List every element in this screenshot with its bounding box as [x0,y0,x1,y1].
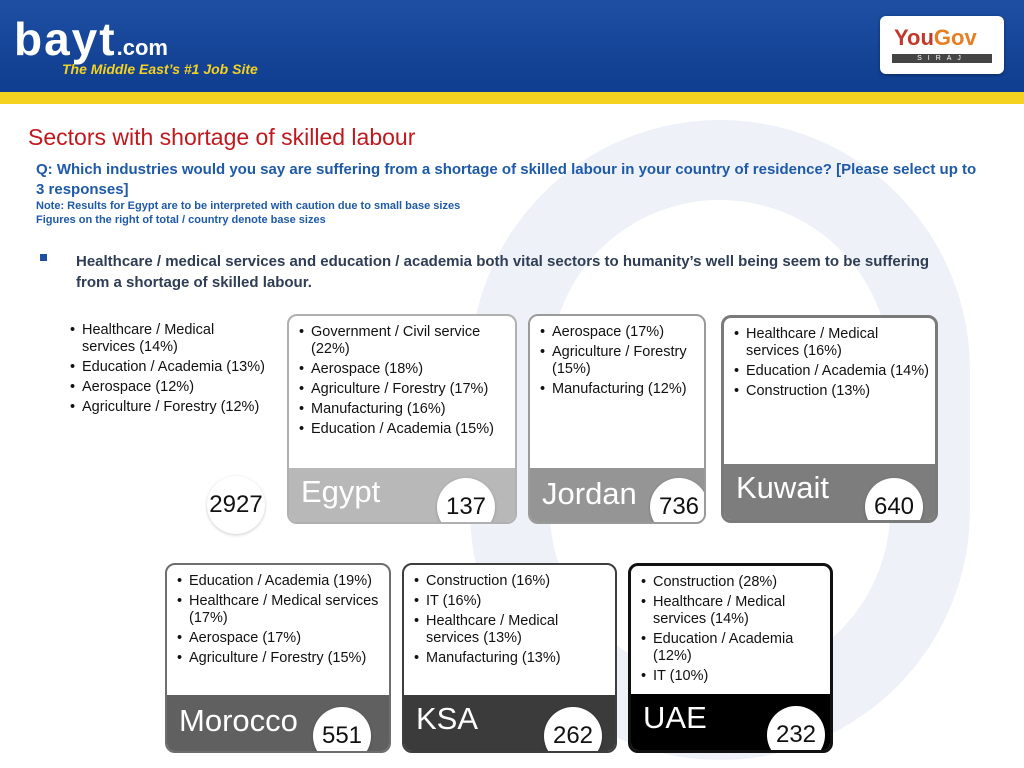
region-label: KSA [416,701,479,736]
list-item: • Construction (16%) [412,573,609,590]
list-item: • Healthcare / Medical services (13%) [412,613,609,647]
base-size-badge: 262 [544,707,602,753]
header-stripe [0,92,1024,104]
slide-title: Sectors with shortage of skilled labour [28,124,416,150]
base-size-badge: 2927 [207,476,265,534]
sector-list [639,574,824,688]
list-item: • Agriculture / Forestry (15%) [538,344,698,378]
list-item: • Manufacturing (13%) [412,650,609,667]
base-size-badge: 137 [437,478,495,524]
list-item: • Aerospace (12%) [68,379,270,396]
list-item: • Aerospace (17%) [538,324,698,341]
survey-question: Q: Which industries would you say are suffering from a shortage of skilled labour in your country of residence? [Please select up to 3 responses] [36,161,977,198]
note-caution: Note: Results for Egypt are to be interpreted with caution due to small base sizes [36,200,461,212]
list-item: • Manufacturing (16%) [297,401,509,418]
sector-list [175,573,383,670]
list-item: • Aerospace (18%) [297,361,509,378]
list-item: • Education / Academia (14%) [732,363,929,380]
header-bar [0,0,1024,92]
sector-list [538,324,698,401]
list-item: • Education / Academia (13%) [68,359,270,376]
list-item: • Agriculture / Forestry (15%) [175,650,383,667]
card-ksa [402,563,617,753]
bullet-square-icon [40,254,47,261]
card-total [60,314,276,524]
list-item: • Government / Civil service (22%) [297,324,509,358]
base-size-badge: 551 [313,707,371,753]
logo-text: bayt [14,13,117,65]
yougov-gov: Gov [933,25,977,50]
region-label: Jordan [542,476,637,511]
tagline: The Middle East’s #1 Job Site [62,61,258,77]
list-item: • Agriculture / Forestry (12%) [68,399,270,416]
note-base-sizes: Figures on the right of total / country denote base sizes [36,214,326,226]
key-insight: Healthcare / medical services and education / academia both vital sectors to humanity’s well being seem to be suffering from a shortage of skilled labour. [76,253,930,291]
list-item: • Healthcare / Medical services (16%) [732,326,929,360]
yougov-you: You [894,25,934,50]
sector-list [297,324,509,441]
base-size-badge: 640 [865,478,923,523]
region-label: Egypt [301,474,381,509]
sector-list [732,326,929,403]
region-label: UAE [643,700,707,735]
card-morocco [165,563,391,753]
list-item: • Education / Academia (19%) [175,573,383,590]
card-kuwait [721,315,938,523]
bayt-logo [14,12,168,66]
list-item: • Education / Academia (12%) [639,631,824,665]
base-size-badge: 232 [767,706,825,753]
sector-list [412,573,609,670]
list-item: • IT (10%) [639,668,824,685]
list-item: • Healthcare / Medical services (17%) [175,593,383,627]
base-size-badge: 736 [650,478,706,524]
list-item: • Agriculture / Forestry (17%) [297,381,509,398]
list-item: • Healthcare / Medical services (14%) [68,322,270,356]
list-item: • IT (16%) [412,593,609,610]
sector-list [68,322,270,419]
siraj-label: SIRAJ [892,54,992,63]
region-label: Morocco [179,703,298,738]
list-item: • Aerospace (17%) [175,630,383,647]
list-item: • Manufacturing (12%) [538,381,698,398]
card-jordan [528,314,706,524]
card-egypt [287,314,517,524]
list-item: • Healthcare / Medical services (14%) [639,594,824,628]
yougov-wordmark [894,25,977,51]
list-item: • Construction (28%) [639,574,824,591]
logo-suffix: .com [116,35,168,60]
yougov-siraj-logo [880,16,1004,74]
region-label: Kuwait [736,470,830,505]
list-item: • Education / Academia (15%) [297,421,509,438]
list-item: • Construction (13%) [732,383,929,400]
card-uae [628,563,833,753]
